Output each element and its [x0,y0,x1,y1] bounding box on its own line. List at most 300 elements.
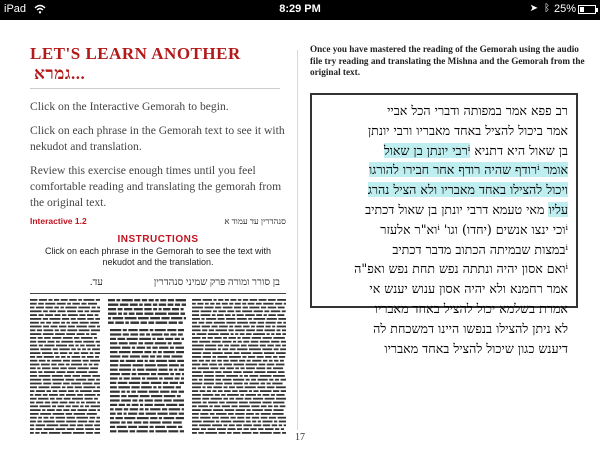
text-line-mark [192,417,199,419]
text-line-mark [81,402,85,404]
text-line-mark [134,308,143,310]
text-line-mark [56,371,65,373]
text-line-mark [246,394,256,396]
text-line-mark [129,342,137,344]
text-line-mark [50,398,55,400]
text-line-mark [85,398,93,400]
text-line-mark [97,394,100,396]
text-line-mark [43,333,54,335]
text-line-mark [241,352,251,354]
text-line-mark [94,398,98,400]
text-line-mark [212,314,216,316]
text-line-mark [85,310,90,312]
gemara-phrase[interactable]: ⁱואם אסון יהיה ונתתה נפש תחת נפש ואפ"ה [354,261,568,277]
text-line-mark [259,364,266,366]
text-line-mark [173,421,182,423]
text-line-mark [230,417,235,419]
text-line-mark [269,379,273,381]
text-line-mark [108,304,118,306]
text-line-mark [178,322,182,324]
text-line-mark [155,329,166,331]
text-line-mark [176,386,181,388]
text-line-mark [134,421,142,423]
text-line-mark [80,405,83,407]
text-line-mark [211,326,217,328]
text-line-mark [124,413,127,415]
text-line-mark [129,313,135,315]
text-line-mark [76,417,88,419]
text-line-mark [73,375,80,377]
text-line-mark [206,318,216,320]
gemara-phrase[interactable]: ⁱוכי ינצו אנשים (יחדו) וגו' ⁱוא"ר אלעזר [380,221,568,237]
highlighted-phrase[interactable]: אומר ⁱרודף שהיה רודף אחר חבירו להורגו [368,162,568,178]
text-line-mark [42,409,45,411]
text-line-mark [261,383,265,385]
gemara-phrase-line[interactable] [318,141,568,161]
text-line-mark [198,405,208,407]
text-line-mark [116,299,120,301]
text-line-mark [243,341,249,343]
text-line-mark [82,383,92,385]
gemara-phrase-line[interactable] [318,180,568,200]
text-line-mark [130,304,138,306]
instructions-block [30,234,286,268]
text-line-mark [201,318,204,320]
text-line-mark [51,386,60,388]
text-line-mark [223,386,227,388]
text-line-mark [60,367,66,369]
text-line-mark [178,333,183,335]
text-line-mark [237,348,247,350]
text-line-mark [170,333,176,335]
text-line-mark [250,383,260,385]
text-line-mark [54,307,59,309]
text-line-mark [242,303,246,305]
text-line-mark [212,341,221,343]
text-line-mark [246,413,254,415]
text-line-mark [96,341,100,343]
text-line-mark [273,390,279,392]
gemara-phrase[interactable]: אמר ביכול להציל באחד מאבריו ורבי יונתן [367,122,568,138]
text-line-mark [204,375,214,377]
text-line-mark [277,322,282,324]
text-line-mark [137,391,147,393]
text-line-mark [177,360,184,362]
text-line-mark [43,394,48,396]
text-line-mark [91,333,97,335]
text-line-mark [40,322,44,324]
right-column [310,44,590,79]
text-line-mark [66,394,76,396]
text-line-mark [176,299,186,301]
text-line-mark [233,364,244,366]
text-line-mark [30,318,41,320]
text-line-mark [90,360,100,362]
gemara-phrase-line[interactable] [318,121,568,141]
text-line-mark [67,417,75,419]
text-line-mark [123,333,129,335]
text-line-mark [86,345,95,347]
text-line-mark [192,341,198,343]
text-line-mark [214,405,220,407]
text-line-mark [282,333,286,335]
text-line-mark [192,314,199,316]
text-line-mark [259,299,267,301]
gemara-phrase[interactable]: בן שאול היא דתניא [470,142,568,158]
text-line-mark [74,413,86,415]
text-line-mark [117,426,127,428]
text-line-mark [235,333,238,335]
text-line-mark [54,352,58,354]
text-line-mark [77,424,83,426]
text-line-mark [170,373,174,375]
text-line-mark [68,314,78,316]
text-line-mark [130,408,138,410]
text-line-mark [122,347,130,349]
text-line-mark [232,390,237,392]
highlighted-phrase[interactable]: ⁱרבי יונתן בן שאול [383,142,471,158]
text-line-mark [273,337,285,339]
text-line-mark [213,409,223,411]
text-line-mark [202,409,211,411]
text-line-mark [77,318,85,320]
text-line-mark [236,310,241,312]
gemara-phrase-line[interactable] [318,299,568,319]
text-line-mark [180,364,184,366]
text-line-mark [140,395,150,397]
text-line-mark [253,352,263,354]
text-line-mark [140,333,145,335]
text-line-mark [155,426,165,428]
text-line-mark [67,371,74,373]
text-line-mark [124,408,128,410]
gemara-phrase[interactable]: מאי טעמא דרבי יונתן בן שאול דכתיב [365,201,549,217]
text-line-mark [234,383,243,385]
text-line-mark [63,337,73,339]
text-line-mark [209,329,214,331]
gemara-phrase[interactable]: דיענש כגון שיכול להציל באחד מאבריו [384,340,568,356]
text-line-mark [220,333,229,335]
text-line-mark [201,310,212,312]
text-line-mark [110,360,118,362]
text-line-mark [132,404,139,406]
text-line-mark [130,322,139,324]
text-line-mark [275,428,279,430]
text-line-mark [84,394,95,396]
text-line-mark [142,377,145,379]
gemara-phrase-line[interactable] [318,220,568,240]
text-line-mark [242,356,246,358]
text-line-mark [272,383,282,385]
text-line-mark [251,341,259,343]
text-line-mark [199,341,210,343]
text-line-mark [240,375,243,377]
text-line-mark [264,329,275,331]
text-line-mark [30,409,41,411]
text-line-mark [141,355,148,357]
text-line-mark [69,299,77,301]
text-line-mark [276,386,286,388]
text-line-mark [279,424,282,426]
text-line-mark [205,307,214,309]
text-line-mark [108,308,116,310]
text-line-mark [260,345,266,347]
text-line-mark [110,355,120,357]
text-line-mark [80,322,89,324]
text-line-mark [207,386,212,388]
text-line-mark [179,369,184,371]
gemara-phrase[interactable]: אמר רחמנא ולא יהיה אסון ענוש יענש אי [369,281,568,297]
text-line-mark [276,398,286,400]
text-line-mark [168,313,179,315]
text-line-mark [130,355,140,357]
text-line-mark [249,390,252,392]
text-line-mark [234,352,240,354]
text-line-mark [39,375,51,377]
text-line-mark [30,310,42,312]
highlighted-phrase[interactable]: עליו [548,201,568,217]
text-line-mark [150,426,154,428]
text-line-mark [208,428,216,430]
gemara-phrase-line[interactable] [318,279,568,299]
text-line-mark [40,348,51,350]
text-line-mark [277,329,281,331]
text-line-mark [229,424,235,426]
text-line-mark [127,338,138,340]
text-line-mark [252,337,261,339]
text-line-mark [254,310,263,312]
text-line-mark [278,371,285,373]
gemara-phrase-line[interactable] [318,259,568,279]
text-line-mark [260,341,270,343]
text-line-mark [66,333,75,335]
text-line-mark [202,364,208,366]
gemara-text-box [310,93,578,356]
text-line-mark [284,424,286,426]
text-line-mark [66,364,70,366]
text-line-mark [233,379,244,381]
text-line-mark [257,356,264,358]
gemara-phrase-line[interactable] [318,160,568,180]
text-line-mark [128,329,137,331]
text-line-mark [264,409,272,411]
text-line-mark [246,417,251,419]
text-line-mark [74,337,79,339]
text-line-mark [110,386,117,388]
text-line-mark [119,342,128,344]
text-line-mark [152,333,163,335]
text-line-mark [83,299,94,301]
text-line-mark [139,413,144,415]
text-line-mark [150,417,157,419]
text-line-mark [110,329,121,331]
text-line-mark [123,329,127,331]
text-line-mark [118,382,127,384]
text-line-mark [93,390,100,392]
text-line-mark [44,329,54,331]
text-line-mark [208,333,219,335]
text-line-mark [62,318,69,320]
text-line-mark [30,364,39,366]
text-line-mark [83,364,87,366]
text-line-mark [52,360,62,362]
text-line-mark [145,342,154,344]
intro-paragraph-3: Review this exercise enough times until you feel comfortable reading and translating the gemorah from the original text. [30,164,282,209]
text-line-mark [38,371,42,373]
text-line-mark [165,338,173,340]
text-line-mark [30,352,40,354]
text-line-mark [222,379,231,381]
text-line-mark [258,428,263,430]
text-line-mark [271,341,279,343]
text-line-mark [211,367,219,369]
text-line-mark [137,347,145,349]
text-line-mark [90,367,98,369]
text-line-mark [75,341,82,343]
text-line-mark [87,348,90,350]
text-line-mark [210,303,214,305]
text-line-mark [130,333,138,335]
text-line-mark [229,386,235,388]
text-line-mark [77,394,83,396]
text-line-mark [217,356,227,358]
text-line-mark [240,333,245,335]
gemara-phrase-line[interactable] [318,101,568,121]
text-line-mark [42,367,50,369]
interactive-gemara-page[interactable] [30,277,286,439]
text-line-mark [59,390,67,392]
page-title [30,44,290,84]
text-line-mark [172,308,179,310]
text-line-mark [86,402,96,404]
text-line-mark [223,371,232,373]
gemara-phrase[interactable]: ⁱבמצות שבמיתה הכתוב מדבר דכתיב [392,241,568,257]
gemara-phrase[interactable]: אמרת בשלמא יכול להציל באחד מאבריו [374,300,568,316]
gemara-phrase[interactable]: לא ניתן להצילו בנפשו היינו דמשכחת לה [373,320,568,336]
text-line-mark [124,377,130,379]
highlighted-phrase[interactable]: ויכול להצילו באחד מאבריו ולא הציל נהרג [367,182,568,198]
text-line-mark [71,360,81,362]
text-line-mark [30,333,41,335]
text-line-mark [35,394,42,396]
text-line-mark [39,314,44,316]
text-line-mark [30,329,35,331]
text-line-mark [43,318,48,320]
text-line-mark [276,364,285,366]
text-line-mark [236,409,245,411]
text-line-mark [255,413,259,415]
text-line-mark [198,367,209,369]
text-line-mark [152,347,157,349]
gemara-phrase[interactable]: רב פפא אמר במפותה ודברי הכל אביי [387,103,568,118]
text-line-mark [128,395,138,397]
text-line-mark [265,428,274,430]
text-line-mark [110,377,118,379]
text-line-mark [132,399,137,401]
text-line-mark [39,299,47,301]
text-line-mark [238,299,242,301]
text-line-mark [176,351,184,353]
left-column [30,44,290,211]
text-line-mark [203,386,206,388]
instructions-text: Click on each phrase in the Gemorah to see the text with nekudot and the translation. [44,246,272,267]
text-line-mark [80,390,92,392]
text-line-mark [197,303,203,305]
text-line-mark [110,417,114,419]
gemara-phrase-line[interactable] [318,339,568,359]
text-line-mark [164,395,176,397]
text-line-mark [88,379,95,381]
text-line-mark [51,326,58,328]
text-line-mark [71,322,78,324]
text-line-mark [110,382,116,384]
text-line-mark [284,303,286,305]
gemara-page-chapter: בן סורר ומורה פרק שמיני סנהדרין [153,277,280,288]
text-line-mark [233,421,245,423]
text-line-mark [61,299,68,301]
text-line-mark [110,333,121,335]
text-line-mark [95,318,100,320]
gemara-phrase-line[interactable] [318,200,568,220]
text-line-mark [30,379,41,381]
gemara-phrase-line[interactable] [318,319,568,339]
text-line-mark [81,352,88,354]
text-line-mark [60,352,67,354]
text-line-mark [163,386,174,388]
text-line-mark [192,364,200,366]
gemara-phrase-line[interactable] [318,240,568,260]
text-line-mark [204,383,214,385]
text-line-mark [249,348,261,350]
text-line-mark [192,413,199,415]
text-line-mark [52,375,63,377]
text-line-mark [149,391,159,393]
text-line-mark [279,356,285,358]
text-line-mark [244,428,249,430]
text-line-mark [152,338,155,340]
text-line-mark [52,402,59,404]
text-line-mark [250,428,256,430]
text-line-mark [162,421,171,423]
text-line-mark [200,390,206,392]
text-line-mark [67,356,70,358]
text-line-mark [37,329,42,331]
text-line-mark [56,417,66,419]
text-line-mark [89,364,93,366]
text-line-mark [261,417,268,419]
text-line-mark [70,424,76,426]
text-line-mark [97,417,100,419]
text-line-mark [146,369,157,371]
text-line-mark [131,386,139,388]
text-line-mark [110,369,118,371]
text-line-mark [192,348,203,350]
text-line-mark [64,375,71,377]
text-line-mark [139,329,148,331]
text-line-mark [278,318,286,320]
text-line-mark [58,405,65,407]
text-line-mark [227,310,234,312]
text-line-mark [30,314,37,316]
text-line-mark [205,360,209,362]
text-line-mark [192,326,200,328]
text-line-mark [216,421,219,423]
text-line-mark [272,413,283,415]
text-line-mark [179,404,184,406]
text-line-mark [203,421,214,423]
text-line-mark [218,348,221,350]
text-line-mark [97,326,100,328]
